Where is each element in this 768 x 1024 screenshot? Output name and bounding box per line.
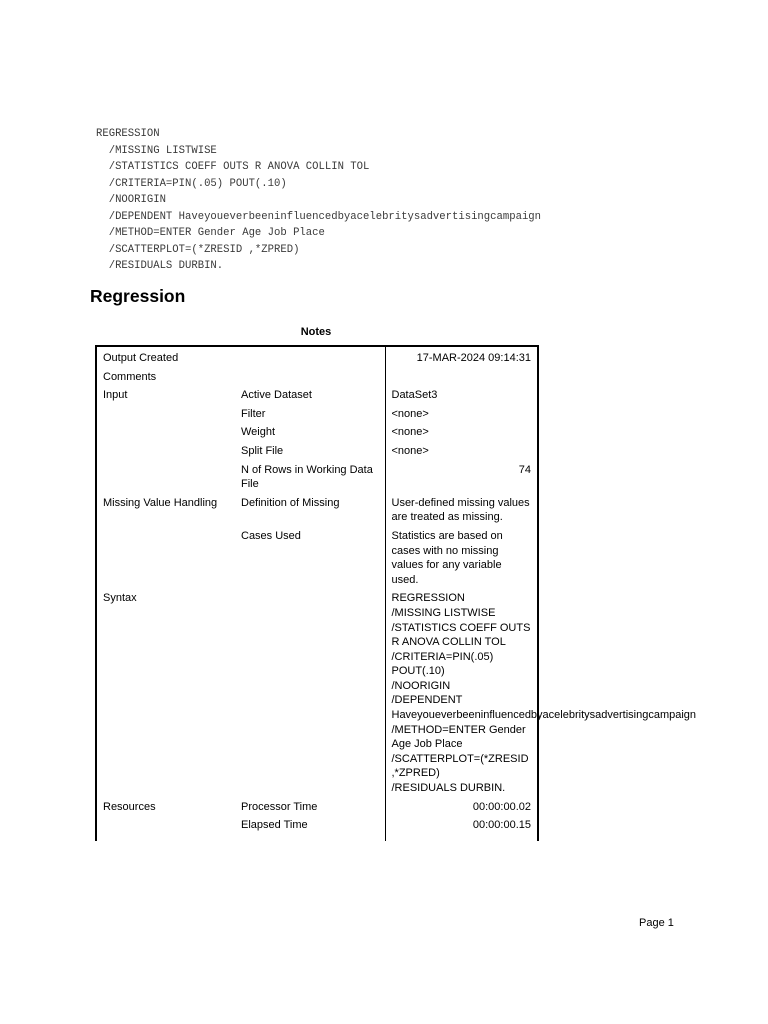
- table-row: [96, 368, 538, 387]
- table-row: [96, 423, 538, 442]
- row-value: <none>: [385, 423, 538, 442]
- syntax-block: [96, 126, 541, 275]
- row-value: 00:00:00.02: [385, 798, 538, 817]
- notes-table: [95, 345, 697, 841]
- row-sublabel: [235, 589, 385, 797]
- notes-table-title: Notes: [300, 326, 332, 338]
- table-row: [96, 527, 538, 589]
- row-sublabel: Elapsed Time: [241, 819, 308, 832]
- table-row: [96, 346, 538, 368]
- page-number: Page 1: [639, 917, 674, 929]
- syntax-line: /DEPENDENT Haveyoueverbeeninfluencedbyacelebritysadvertisingcampaign: [96, 210, 542, 223]
- row-value: <none>: [385, 405, 538, 424]
- row-label: Input: [96, 386, 235, 405]
- table-row: [96, 442, 538, 461]
- row-sublabel: Definition of Missing: [241, 496, 340, 509]
- row-label: [96, 423, 235, 442]
- syntax-line: /CRITERIA=PIN(.05) POUT(.10): [96, 177, 287, 190]
- row-sublabel: [235, 368, 385, 387]
- syntax-line: /MISSING LISTWISE: [96, 144, 217, 157]
- row-label: Syntax: [96, 589, 235, 797]
- table-row: [96, 461, 538, 494]
- row-label: Resources: [96, 798, 235, 817]
- row-value: 00:00:00.15: [385, 816, 538, 841]
- syntax-line: /SCATTERPLOT=(*ZRESID ,*ZPRED): [96, 243, 300, 256]
- syntax-line: REGRESSION: [96, 128, 160, 140]
- table-row: [96, 405, 538, 424]
- row-value: <none>: [385, 442, 538, 461]
- row-sublabel: Filter: [241, 407, 266, 420]
- row-label: [96, 461, 235, 494]
- row-value: REGRESSION /MISSING LISTWISE /STATISTICS COEFF OUTS R ANOVA COLLIN TOL /CRITERIA=PIN(.05) POUT(.10) /NOORIGIN /DEPENDENT Haveyoueverbeeninfluencedbyacelebritysadvertisingcampaign /METHOD=ENTER Gender Age Job Place /SCATTERPLOT=(*ZRESID ,*ZPRED) /RESIDUALS DURBIN.: [385, 589, 538, 797]
- table-row: [96, 589, 538, 797]
- row-label: Missing Value Handling: [96, 494, 235, 527]
- table-row: [96, 494, 538, 527]
- row-sublabel: N of Rows in Working Data File: [241, 463, 373, 491]
- syntax-line: /STATISTICS COEFF OUTS R ANOVA COLLIN TOL: [96, 161, 370, 173]
- row-sublabel: Processor Time: [241, 800, 318, 813]
- row-sublabel: Weight: [241, 426, 276, 439]
- row-sublabel: Split File: [241, 444, 284, 457]
- table-row: [96, 798, 538, 817]
- table-row: [96, 386, 538, 405]
- row-value: DataSet3: [385, 386, 538, 405]
- syntax-line: /NOORIGIN: [96, 194, 166, 206]
- row-value: User-defined missing values are treated as missing.: [385, 494, 538, 527]
- table-row: [96, 816, 538, 841]
- row-label: [96, 816, 235, 841]
- row-sublabel: [235, 346, 385, 368]
- row-value: 17-MAR-2024 09:14:31: [385, 346, 538, 368]
- row-label: Output Created: [96, 346, 235, 368]
- row-label: [96, 405, 235, 424]
- row-label: Comments: [96, 368, 235, 387]
- section-heading: Regression: [90, 286, 186, 306]
- row-sublabel: Active Dataset: [241, 389, 312, 402]
- row-value: [385, 368, 538, 387]
- syntax-line: /RESIDUALS DURBIN.: [96, 260, 224, 272]
- row-value: Statistics are based on cases with no missing values for any variable used.: [385, 527, 538, 589]
- row-label: [96, 527, 235, 589]
- row-sublabel: Cases Used: [241, 529, 301, 542]
- syntax-line: /METHOD=ENTER Gender Age Job Place: [96, 227, 325, 239]
- row-label: [96, 442, 235, 461]
- row-value: 74: [385, 461, 538, 494]
